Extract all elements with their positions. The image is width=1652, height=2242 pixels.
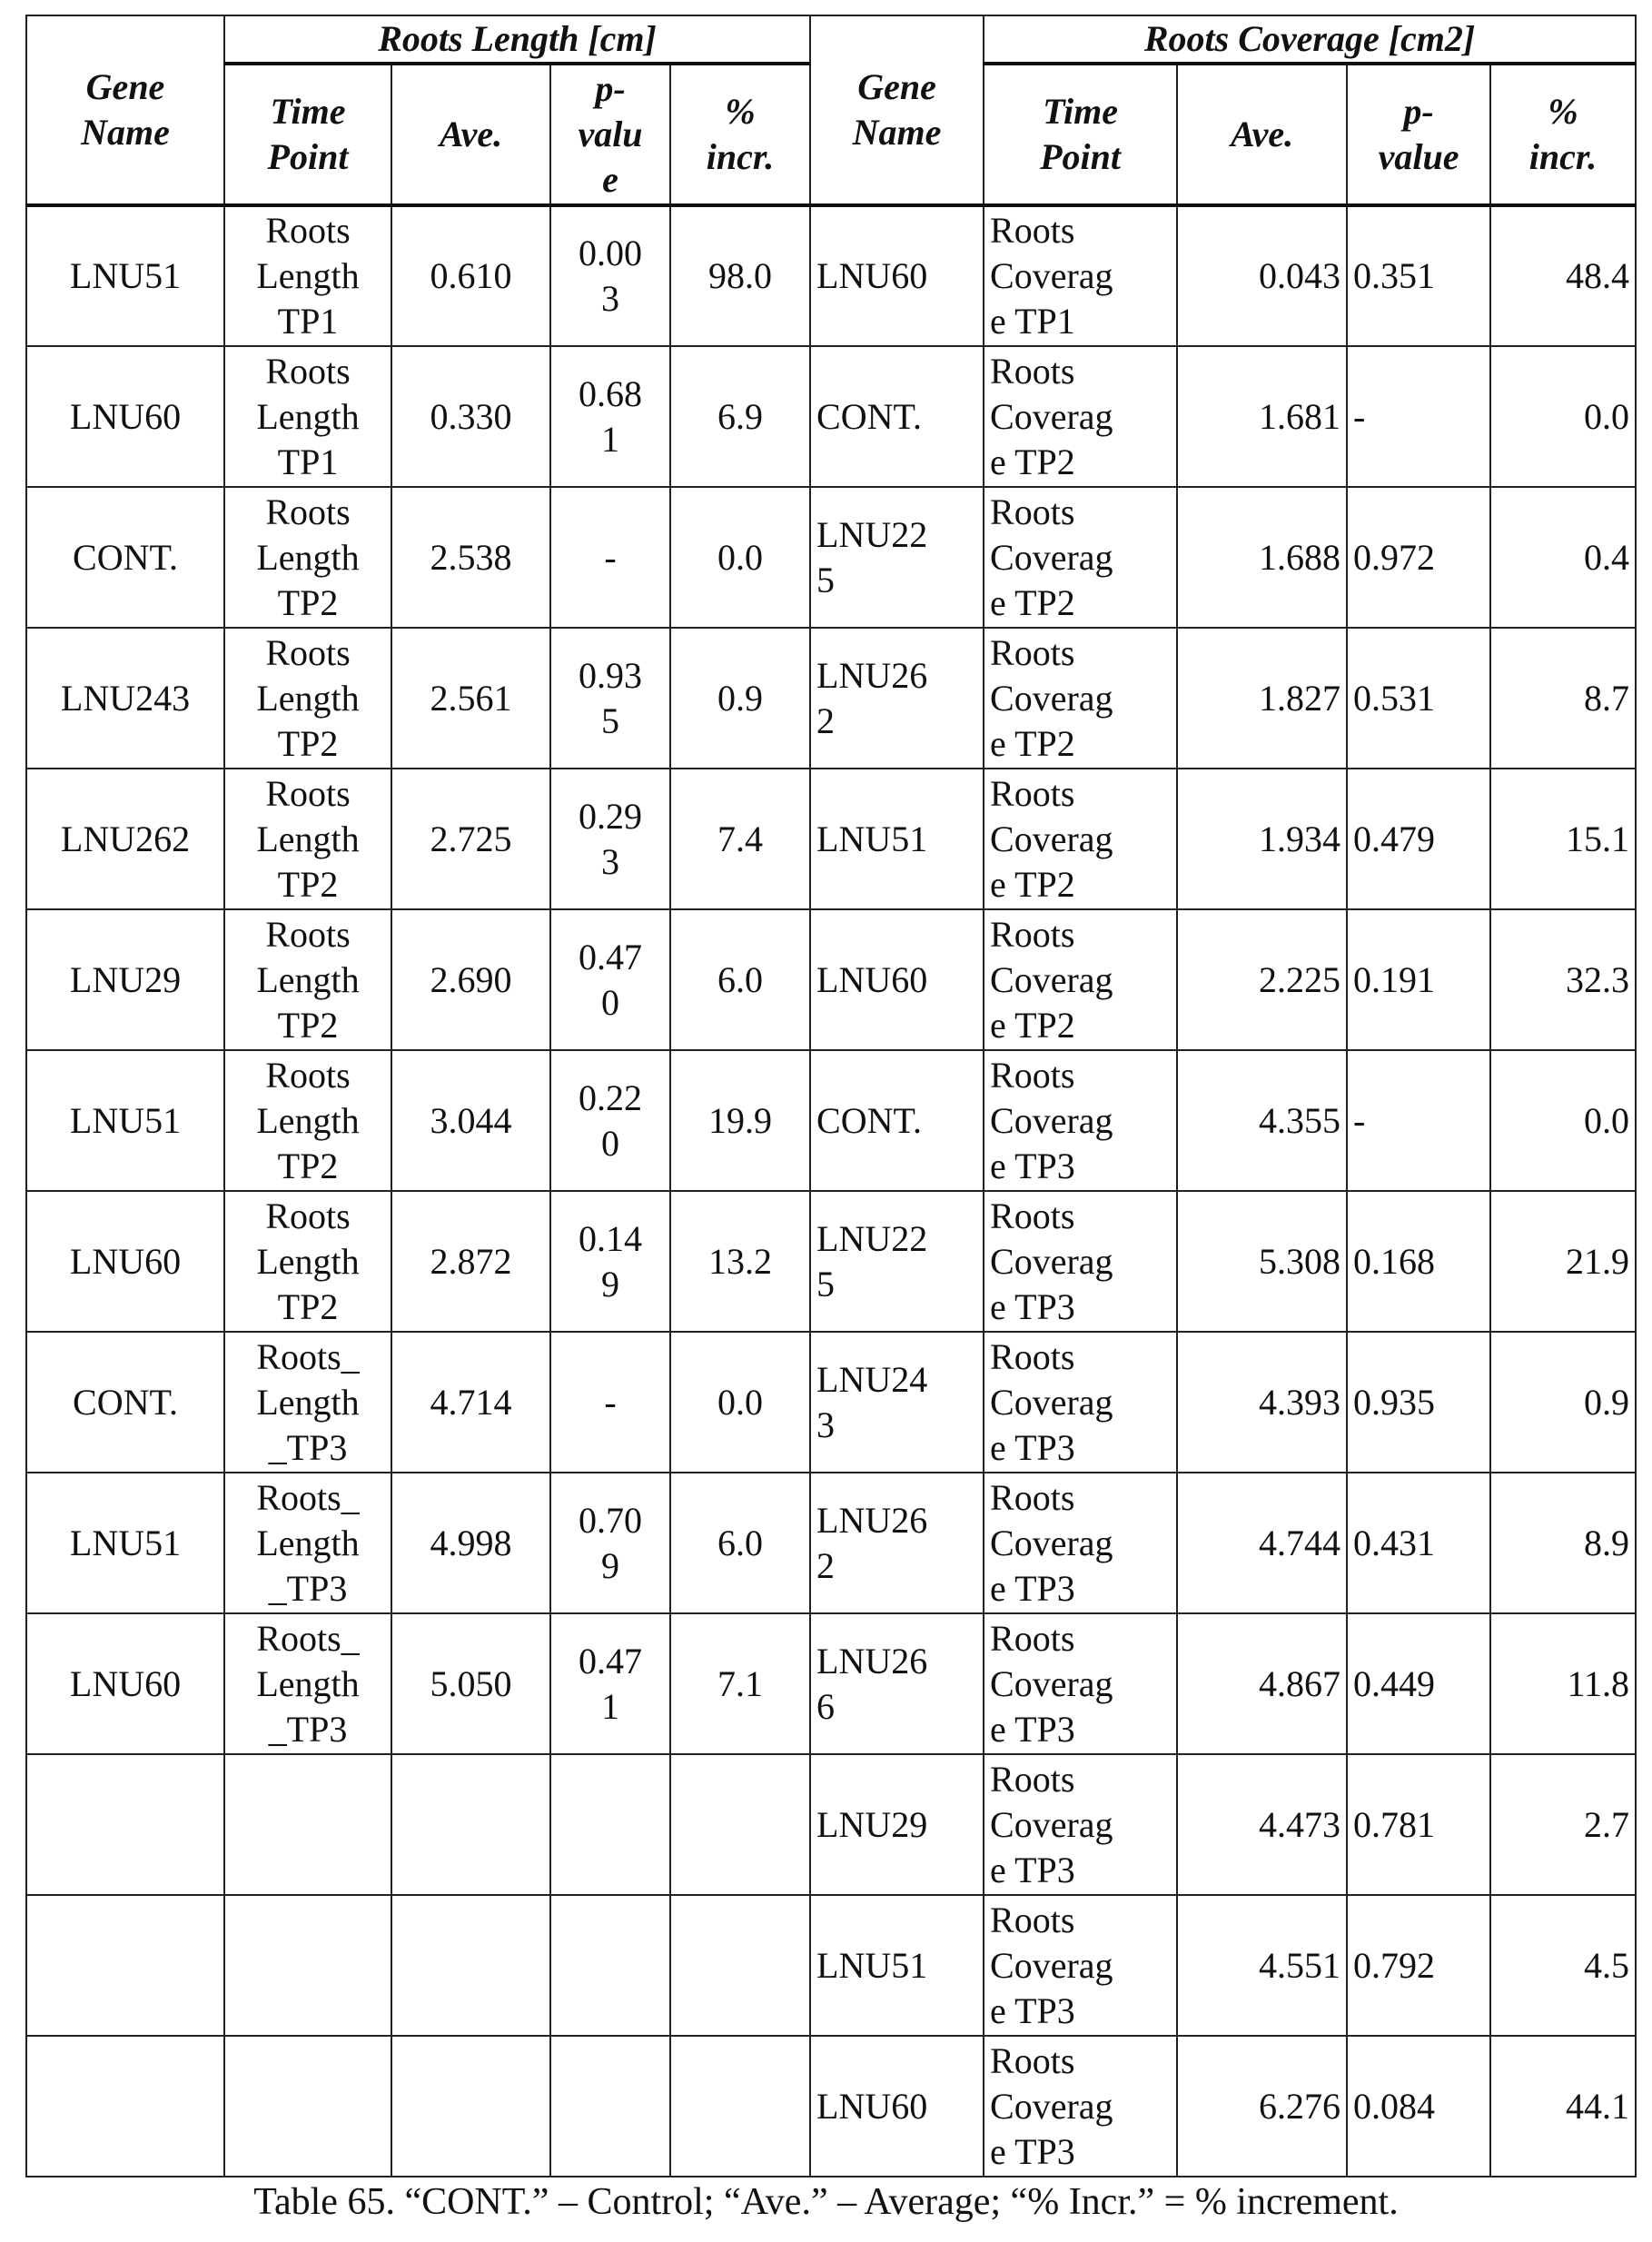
cell-pvalue-left: 0.47 0 <box>550 909 670 1050</box>
cell-gene-right: LNU51 <box>810 769 984 909</box>
cell-ave-right: 1.688 <box>1177 487 1347 628</box>
cell-incr-right: 21.9 <box>1490 1191 1636 1332</box>
cell-ave-right: 4.744 <box>1177 1473 1347 1613</box>
cell-time-point-left: Roots Length TP2 <box>224 1191 391 1332</box>
cell-gene-right: LNU26 6 <box>810 1613 984 1754</box>
header-roots-coverage: Roots Coverage [cm2] <box>984 15 1636 64</box>
cell-incr-right: 15.1 <box>1490 769 1636 909</box>
cell-time-point-right: Roots Coverag e TP3 <box>984 1613 1177 1754</box>
cell-incr-right: 0.0 <box>1490 346 1636 487</box>
cell-pvalue-right: 0.479 <box>1347 769 1490 909</box>
cell-gene-left: CONT. <box>26 1332 224 1473</box>
cell-time-point-right: Roots Coverag e TP2 <box>984 346 1177 487</box>
cell-pvalue-right: 0.781 <box>1347 1754 1490 1895</box>
header-time-point-left: Time Point <box>224 64 391 205</box>
cell-gene-left: LNU60 <box>26 1191 224 1332</box>
cell-time-point-right: Roots Coverag e TP3 <box>984 1754 1177 1895</box>
cell-ave-right: 4.867 <box>1177 1613 1347 1754</box>
cell-incr-left: 0.0 <box>670 487 810 628</box>
cell-incr-left: 6.0 <box>670 909 810 1050</box>
cell-ave-left: 4.714 <box>391 1332 550 1473</box>
header-pvalue-right: p- value <box>1347 64 1490 205</box>
cell-incr-left: 6.9 <box>670 346 810 487</box>
cell-time-point-right: Roots Coverag e TP3 <box>984 2036 1177 2177</box>
table-row <box>26 1895 1636 2036</box>
table-row <box>26 205 1636 346</box>
cell-gene-left <box>26 1754 224 1895</box>
header-time-point-right: Time Point <box>984 64 1177 205</box>
cell-incr-left: 98.0 <box>670 205 810 346</box>
cell-pvalue-left: - <box>550 1332 670 1473</box>
header-ave-right: Ave. <box>1177 64 1347 205</box>
cell-pvalue-right: - <box>1347 1050 1490 1191</box>
cell-incr-right: 11.8 <box>1490 1613 1636 1754</box>
cell-incr-right: 48.4 <box>1490 205 1636 346</box>
cell-ave-left <box>391 1895 550 2036</box>
cell-ave-left: 2.872 <box>391 1191 550 1332</box>
header-incr-right: % incr. <box>1490 64 1636 205</box>
cell-time-point-left: Roots Length TP2 <box>224 1050 391 1191</box>
cell-incr-right: 4.5 <box>1490 1895 1636 2036</box>
cell-pvalue-right: 0.431 <box>1347 1473 1490 1613</box>
cell-ave-left: 3.044 <box>391 1050 550 1191</box>
cell-time-point-left: Roots Length TP2 <box>224 769 391 909</box>
cell-pvalue-right: 0.351 <box>1347 205 1490 346</box>
cell-pvalue-right: 0.449 <box>1347 1613 1490 1754</box>
cell-ave-right: 2.225 <box>1177 909 1347 1050</box>
cell-pvalue-right: 0.972 <box>1347 487 1490 628</box>
cell-pvalue-right: - <box>1347 346 1490 487</box>
cell-incr-left <box>670 2036 810 2177</box>
cell-time-point-left <box>224 2036 391 2177</box>
cell-incr-right: 0.4 <box>1490 487 1636 628</box>
cell-ave-left: 2.690 <box>391 909 550 1050</box>
cell-time-point-left: Roots_ Length _TP3 <box>224 1613 391 1754</box>
cell-incr-left: 6.0 <box>670 1473 810 1613</box>
table-row <box>26 1191 1636 1332</box>
header-roots-length: Roots Length [cm] <box>224 15 810 64</box>
cell-pvalue-left: 0.68 1 <box>550 346 670 487</box>
cell-pvalue-left <box>550 2036 670 2177</box>
header-incr-left: % incr. <box>670 64 810 205</box>
cell-incr-right: 0.9 <box>1490 1332 1636 1473</box>
cell-incr-left: 19.9 <box>670 1050 810 1191</box>
results-table <box>25 15 1637 2178</box>
cell-time-point-left <box>224 1895 391 2036</box>
cell-time-point-right: Roots Coverag e TP3 <box>984 1050 1177 1191</box>
header-gene-name-left: Gene Name <box>26 15 224 205</box>
cell-gene-right: LNU24 3 <box>810 1332 984 1473</box>
cell-incr-left <box>670 1895 810 2036</box>
cell-pvalue-left: 0.93 5 <box>550 628 670 769</box>
table-row <box>26 487 1636 628</box>
cell-incr-left: 7.1 <box>670 1613 810 1754</box>
header-ave-left: Ave. <box>391 64 550 205</box>
cell-ave-left <box>391 1754 550 1895</box>
cell-gene-left: CONT. <box>26 487 224 628</box>
cell-ave-right: 4.551 <box>1177 1895 1347 2036</box>
cell-pvalue-left: 0.70 9 <box>550 1473 670 1613</box>
cell-time-point-right: Roots Coverag e TP2 <box>984 769 1177 909</box>
cell-time-point-right: Roots Coverag e TP3 <box>984 1473 1177 1613</box>
cell-ave-left: 2.561 <box>391 628 550 769</box>
cell-ave-left: 0.610 <box>391 205 550 346</box>
cell-ave-left: 0.330 <box>391 346 550 487</box>
cell-ave-left: 2.538 <box>391 487 550 628</box>
cell-gene-right: CONT. <box>810 1050 984 1191</box>
cell-pvalue-right: 0.168 <box>1347 1191 1490 1332</box>
cell-gene-left <box>26 2036 224 2177</box>
cell-time-point-right: Roots Coverag e TP2 <box>984 487 1177 628</box>
cell-gene-right: LNU22 5 <box>810 1191 984 1332</box>
cell-gene-left: LNU60 <box>26 346 224 487</box>
cell-pvalue-left <box>550 1895 670 2036</box>
header-gene-name-right: Gene Name <box>810 15 984 205</box>
cell-pvalue-left: 0.00 3 <box>550 205 670 346</box>
cell-pvalue-left: - <box>550 487 670 628</box>
table-row <box>26 2036 1636 2177</box>
cell-incr-right: 44.1 <box>1490 2036 1636 2177</box>
table-row <box>26 909 1636 1050</box>
cell-pvalue-right: 0.792 <box>1347 1895 1490 2036</box>
cell-ave-left: 4.998 <box>391 1473 550 1613</box>
table-row <box>26 769 1636 909</box>
cell-gene-right: LNU26 2 <box>810 1473 984 1613</box>
cell-gene-right: LNU60 <box>810 205 984 346</box>
table-row <box>26 1754 1636 1895</box>
cell-ave-right: 4.355 <box>1177 1050 1347 1191</box>
cell-gene-right: LNU22 5 <box>810 487 984 628</box>
cell-gene-left: LNU243 <box>26 628 224 769</box>
cell-pvalue-right: 0.191 <box>1347 909 1490 1050</box>
cell-incr-right: 0.0 <box>1490 1050 1636 1191</box>
cell-gene-right: CONT. <box>810 346 984 487</box>
cell-incr-left: 13.2 <box>670 1191 810 1332</box>
cell-time-point-right: Roots Coverag e TP3 <box>984 1191 1177 1332</box>
cell-gene-left: LNU29 <box>26 909 224 1050</box>
cell-ave-right: 4.393 <box>1177 1332 1347 1473</box>
cell-ave-left <box>391 2036 550 2177</box>
header-pvalue-left: p- valu e <box>550 64 670 205</box>
cell-ave-left: 5.050 <box>391 1613 550 1754</box>
cell-incr-left <box>670 1754 810 1895</box>
cell-incr-left: 7.4 <box>670 769 810 909</box>
cell-pvalue-left: 0.47 1 <box>550 1613 670 1754</box>
table-row <box>26 1050 1636 1191</box>
cell-incr-left: 0.0 <box>670 1332 810 1473</box>
cell-gene-left: LNU51 <box>26 205 224 346</box>
cell-time-point-left <box>224 1754 391 1895</box>
cell-gene-left <box>26 1895 224 2036</box>
cell-time-point-left: Roots Length TP1 <box>224 205 391 346</box>
cell-ave-right: 1.934 <box>1177 769 1347 909</box>
cell-incr-right: 8.9 <box>1490 1473 1636 1613</box>
cell-gene-left: LNU262 <box>26 769 224 909</box>
cell-gene-right: LNU60 <box>810 2036 984 2177</box>
cell-incr-right: 2.7 <box>1490 1754 1636 1895</box>
cell-time-point-right: Roots Coverag e TP2 <box>984 628 1177 769</box>
cell-pvalue-left: 0.29 3 <box>550 769 670 909</box>
cell-time-point-right: Roots Coverag e TP1 <box>984 205 1177 346</box>
cell-time-point-left: Roots_ Length _TP3 <box>224 1473 391 1613</box>
cell-gene-right: LNU60 <box>810 909 984 1050</box>
cell-ave-left: 2.725 <box>391 769 550 909</box>
cell-ave-right: 6.276 <box>1177 2036 1347 2177</box>
cell-time-point-left: Roots Length TP2 <box>224 628 391 769</box>
cell-ave-right: 5.308 <box>1177 1191 1347 1332</box>
table-caption: Table 65. “CONT.” – Control; “Ave.” – Average; “% Incr.” = % increment. <box>0 2180 1652 2224</box>
cell-time-point-right: Roots Coverag e TP2 <box>984 909 1177 1050</box>
cell-pvalue-left <box>550 1754 670 1895</box>
cell-time-point-left: Roots_ Length _TP3 <box>224 1332 391 1473</box>
cell-ave-right: 0.043 <box>1177 205 1347 346</box>
cell-gene-left: LNU60 <box>26 1613 224 1754</box>
cell-time-point-right: Roots Coverag e TP3 <box>984 1332 1177 1473</box>
table-row <box>26 1613 1636 1754</box>
cell-time-point-left: Roots Length TP2 <box>224 487 391 628</box>
cell-time-point-left: Roots Length TP1 <box>224 346 391 487</box>
cell-gene-left: LNU51 <box>26 1473 224 1613</box>
cell-ave-right: 1.827 <box>1177 628 1347 769</box>
cell-ave-right: 4.473 <box>1177 1754 1347 1895</box>
table-row <box>26 1473 1636 1613</box>
cell-time-point-left: Roots Length TP2 <box>224 909 391 1050</box>
cell-time-point-right: Roots Coverag e TP3 <box>984 1895 1177 2036</box>
cell-pvalue-right: 0.935 <box>1347 1332 1490 1473</box>
cell-incr-left: 0.9 <box>670 628 810 769</box>
cell-incr-right: 8.7 <box>1490 628 1636 769</box>
cell-pvalue-right: 0.084 <box>1347 2036 1490 2177</box>
cell-ave-right: 1.681 <box>1177 346 1347 487</box>
cell-gene-right: LNU26 2 <box>810 628 984 769</box>
table-row <box>26 346 1636 487</box>
cell-gene-right: LNU51 <box>810 1895 984 2036</box>
cell-gene-left: LNU51 <box>26 1050 224 1191</box>
cell-pvalue-left: 0.22 0 <box>550 1050 670 1191</box>
cell-pvalue-right: 0.531 <box>1347 628 1490 769</box>
cell-incr-right: 32.3 <box>1490 909 1636 1050</box>
table-row <box>26 628 1636 769</box>
table-row <box>26 1332 1636 1473</box>
cell-pvalue-left: 0.14 9 <box>550 1191 670 1332</box>
cell-gene-right: LNU29 <box>810 1754 984 1895</box>
